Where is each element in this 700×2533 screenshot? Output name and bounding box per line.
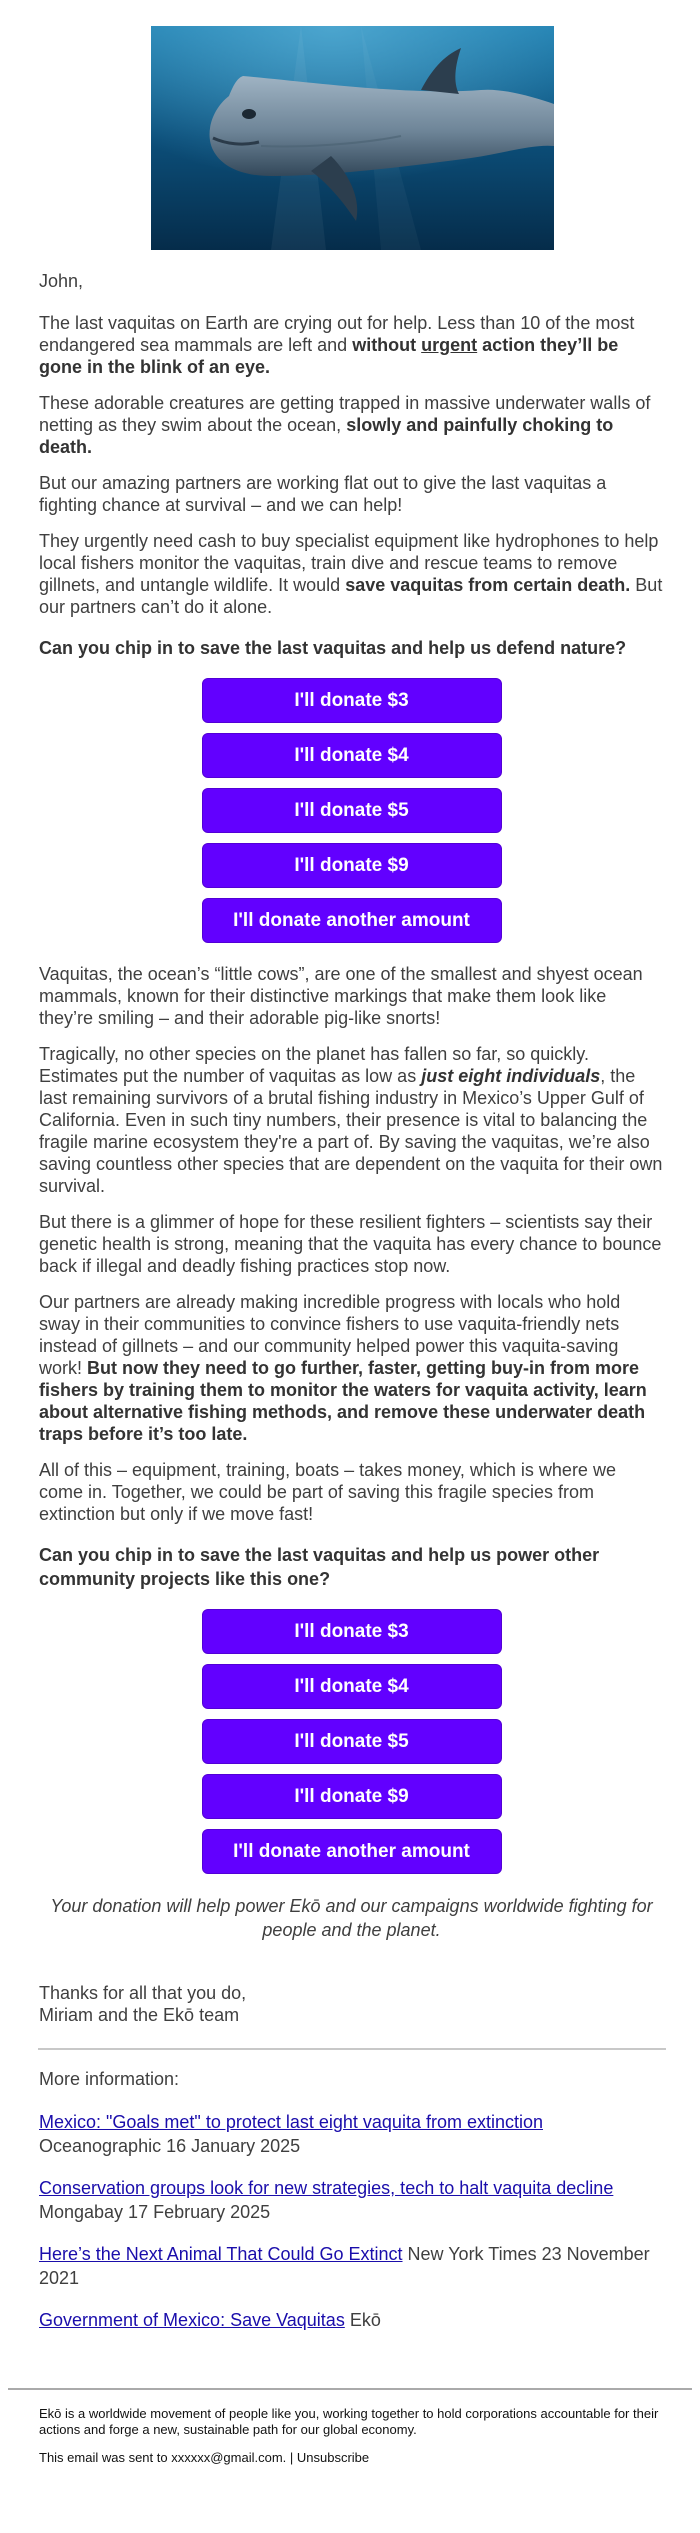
unsubscribe-link[interactable]: Unsubscribe <box>296 2450 370 2465</box>
money-paragraph: All of this – equipment, training, boats – takes money, which is where we come in. Together, we could be part of saving this fragile species from extinction but only if we move fast! <box>39 1460 616 1524</box>
netting-paragraph: These adorable creatures are getting trapped in massive underwater walls of netting as they swim about the ocean, slowly and painfully choking to death. <box>39 393 651 457</box>
reference-item: Government of Mexico: Save Vaquitas Ekō <box>39 2310 381 2330</box>
more-info-heading: More information: <box>39 2069 180 2089</box>
donation-ask-heading: Can you chip in to save the last vaquitas and help us defend nature? <box>39 638 627 658</box>
donate-other-amount-button-2[interactable]: I'll donate another amount <box>202 1829 502 1874</box>
donate-4-button[interactable]: I'll donate $4 <box>202 733 502 778</box>
partners-paragraph: But our amazing partners are working flat out to give the last vaquitas a fighting chance at survival – and we can help! <box>39 473 607 515</box>
reference-link-mongabay[interactable]: Conservation groups look for new strategies, tech to halt vaquita decline <box>39 2178 614 2198</box>
reference-link-government[interactable]: Government of Mexico: Save Vaquitas <box>39 2310 345 2330</box>
donate-9-button-2[interactable]: I'll donate $9 <box>202 1774 502 1819</box>
reference-link-nytimes[interactable]: Here’s the Next Animal That Could Go Extinct <box>39 2244 403 2264</box>
signoff-line-2: Miriam and the Ekō team <box>39 2005 240 2025</box>
footer-about: Ekō is a worldwide movement of people like you, working together to hold corporations accountable for their actions and forge a new, sustainable path for our global economy. <box>39 2406 659 2437</box>
donate-5-button-2[interactable]: I'll donate $5 <box>202 1719 502 1764</box>
donate-3-button[interactable]: I'll donate $3 <box>202 678 502 723</box>
little-cows-paragraph: Vaquitas, the ocean’s “little cows”, are one of the smallest and shyest ocean mammals, known for their distinctive markings that make them look like they’re smiling – and their adorable pig-like snorts! <box>39 964 643 1028</box>
donate-other-amount-button[interactable]: I'll donate another amount <box>202 898 502 943</box>
reference-item: Mexico: "Goals met" to protect last eight vaquita from extinction Oceanographic 16 January 2025 <box>39 2112 543 2156</box>
footer-sent-to: This email was sent to xxxxxx@gmail.com. | Unsubscribe <box>39 2450 370 2465</box>
tragically-paragraph: Tragically, no other species on the planet has fallen so far, so quickly. Estimates put the number of vaquitas as low as just eight individuals, the last remaining survivors of a brutal fishing industry in Mexico’s Upper Gulf of California. Even in such tiny numbers, their presence is vital to balancing the fragile marine ecosystem they're a part of. By saving the vaquitas, we’re also saving countless other species that are dependent on the vaquita for their own survival. <box>39 1044 663 1196</box>
signoff-line-1: Thanks for all that you do, <box>39 1983 247 2003</box>
reference-link-oceanographic[interactable]: Mexico: "Goals met" to protect last eight vaquita from extinction <box>39 2112 543 2132</box>
donation-note: Your donation will help power Ekō and our campaigns worldwide fighting for people and the planet. <box>50 1896 653 1940</box>
donate-4-button-2[interactable]: I'll donate $4 <box>202 1664 502 1709</box>
equipment-paragraph: They urgently need cash to buy specialist equipment like hydrophones to help local fishers monitor the vaquitas, train dive and rescue teams to remove gillnets, and untangle wildlife. It would save vaquitas from certain death. But our partners can’t do it alone. <box>39 531 663 617</box>
donate-3-button-2[interactable]: I'll donate $3 <box>202 1609 502 1654</box>
vaquita-hero-image <box>151 26 554 250</box>
progress-paragraph: Our partners are already making incredible progress with locals who hold sway in their communities to convince fishers to use vaquita-friendly nets instead of gillnets – and our community helped power this vaquita-saving work! But now they need to go further, faster, getting buy-in from more fishers by training them to monitor the waters for vaquita activity, learn about alternative fishing methods, and remove these underwater death traps before it’s too late. <box>39 1292 647 1444</box>
donate-5-button[interactable]: I'll donate $5 <box>202 788 502 833</box>
vaquita-illustration <box>151 26 554 250</box>
donate-buttons-group-2 <box>39 1609 664 1874</box>
signoff <box>39 1982 664 2026</box>
email-body <box>39 270 664 2350</box>
reference-item: Conservation groups look for new strategies, tech to halt vaquita decline Mongabay 17 February 2025 <box>39 2178 614 2222</box>
greeting: John, <box>39 271 84 291</box>
email-footer <box>8 2388 692 2478</box>
donate-9-button[interactable]: I'll donate $9 <box>202 843 502 888</box>
divider <box>38 2048 666 2050</box>
hope-paragraph: But there is a glimmer of hope for these resilient fighters – scientists say their genetic health is strong, meaning that the vaquita has every chance to bounce back if illegal and deadly fishing practices stop now. <box>39 1212 662 1276</box>
intro-paragraph: The last vaquitas on Earth are crying out for help. Less than 10 of the most endangered sea mammals are left and without urgent action they’ll be gone in the blink of an eye. <box>39 313 635 377</box>
donate-buttons-group <box>39 678 664 943</box>
reference-item: Here’s the Next Animal That Could Go Extinct New York Times 23 November 2021 <box>39 2244 650 2288</box>
donation-ask-heading-2: Can you chip in to save the last vaquitas and help us power other community projects like this one? <box>39 1545 600 1589</box>
